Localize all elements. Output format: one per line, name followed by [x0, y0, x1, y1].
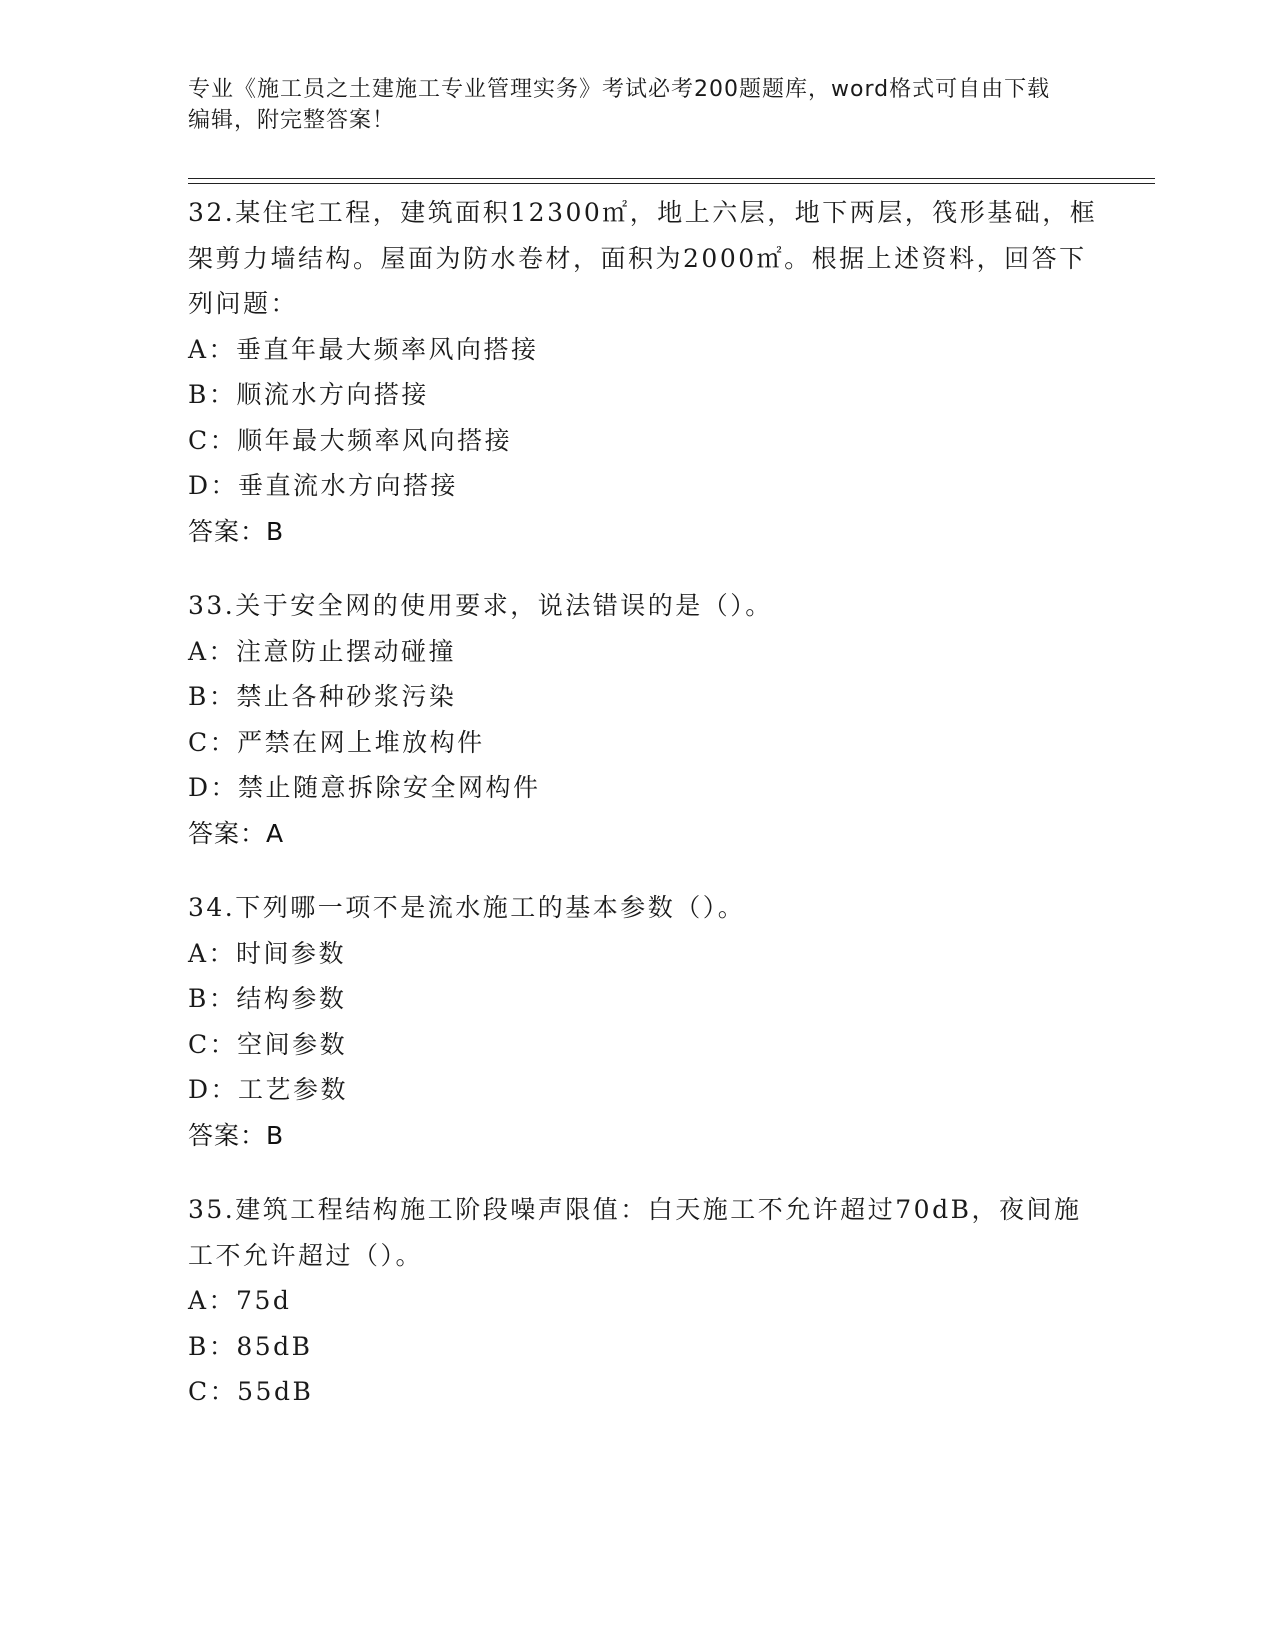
header-divider-bottom	[188, 183, 1155, 184]
question-list	[188, 190, 1108, 1444]
option-b: B：禁止各种砂浆污染	[188, 682, 457, 711]
option-a: A：时间参数	[188, 938, 347, 968]
option-b: B：结构参数	[188, 984, 347, 1013]
option-a: A：75d	[188, 1286, 292, 1315]
option-c: C：严禁在网上堆放构件	[188, 727, 485, 757]
question-34	[188, 885, 1108, 1158]
answer-line: 答案：B	[188, 1120, 285, 1150]
option-a: A：注意防止摆动碰撞	[188, 636, 457, 666]
option-d: D：禁止随意拆除安全网构件	[188, 773, 541, 802]
header-divider-top	[188, 178, 1155, 179]
option-d: D：工艺参数	[188, 1075, 349, 1104]
option-c: C：顺年最大频率风向搭接	[188, 425, 513, 455]
option-b: B：顺流水方向搭接	[188, 380, 429, 409]
option-b: B：85dB	[188, 1331, 313, 1361]
question-stem: 35.建筑工程结构施工阶段噪声限值：白天施工不允许超过70dB，夜间施工不允许超过（）。	[188, 1195, 1082, 1270]
option-d: D：垂直流水方向搭接	[188, 471, 459, 500]
option-a: A：垂直年最大频率风向搭接	[188, 334, 539, 364]
question-stem: 34.下列哪一项不是流水施工的基本参数（）。	[188, 893, 746, 922]
option-c: C：55dB	[188, 1377, 314, 1406]
option-c: C：空间参数	[188, 1029, 348, 1059]
question-stem: 32.某住宅工程，建筑面积12300㎡，地上六层，地下两层，筏形基础，框架剪力墙结构。屋面为防水卷材，面积为2000㎡。根据上述资料，回答下列问题：	[188, 198, 1098, 318]
question-35	[188, 1187, 1108, 1415]
answer-line: 答案：A	[188, 818, 285, 848]
document-header: 专业《施工员之土建施工专业管理实务》考试必考200题题库，word格式可自由下载编辑，附完整答案！	[188, 77, 1051, 133]
question-33	[188, 583, 1108, 856]
question-stem: 33.关于安全网的使用要求，说法错误的是（）。	[188, 591, 773, 620]
question-32	[188, 190, 1108, 554]
answer-line: 答案：B	[188, 516, 285, 546]
